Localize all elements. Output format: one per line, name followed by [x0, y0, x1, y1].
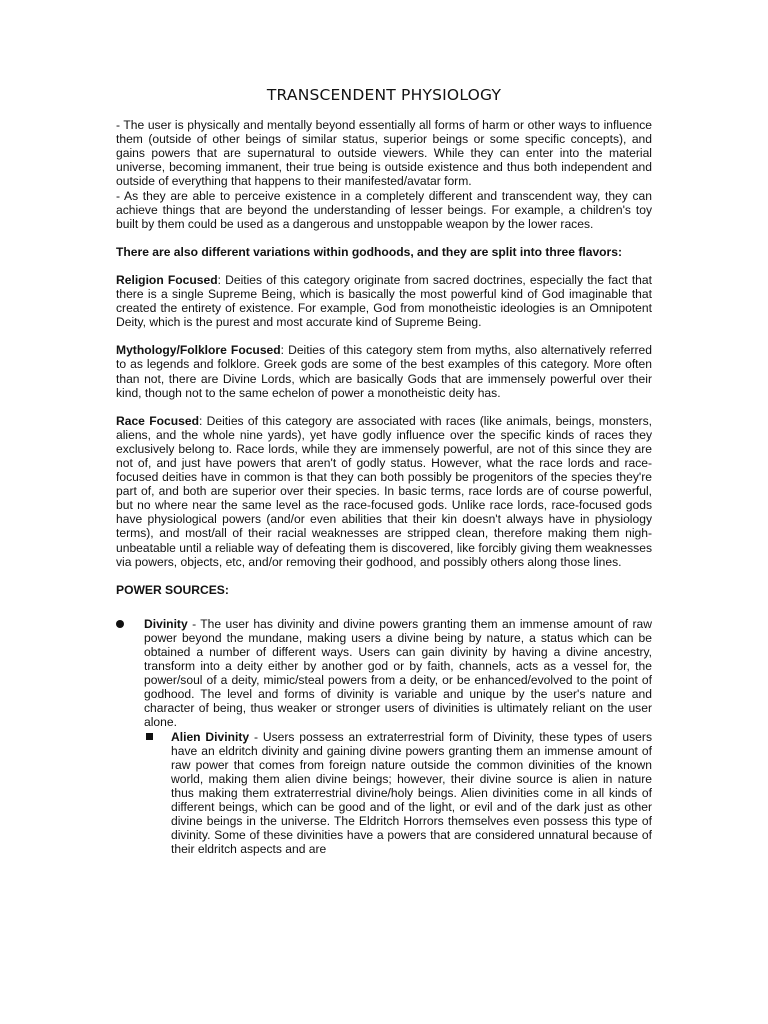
flavor-name: Mythology/Folklore Focused — [116, 343, 281, 358]
flavor-religion — [116, 273, 652, 329]
power-sources-heading: POWER SOURCES: — [116, 582, 229, 597]
square-bullet-icon — [146, 733, 153, 740]
sub-power-name: Alien Divinity — [171, 729, 250, 744]
variations-heading: There are also different variations within godhoods, and they are split into three flavors: — [116, 244, 623, 259]
flavor-race — [116, 414, 652, 569]
intro-paragraph-2: - As they are able to perceive existence in a completely different and transcendent way, they can achieve things that are beyond the understanding of lesser beings. For example, a children's toy built by them could be used as a dangerous and unstoppable weapon by the lower races. — [116, 188, 652, 231]
sub-list-item-alien-divinity — [144, 730, 652, 857]
flavor-name: Religion Focused — [116, 272, 218, 287]
flavor-name: Race Focused — [116, 413, 199, 428]
bullet-icon — [116, 620, 124, 628]
power-text: - The user has divinity and divine powers granting them an immense amount of raw power beyond the mundane, making users a divine being by nature, a status which can be obtained a number of different ways. Users can gain divinity by having a divine ancestry, transform into a deity either by another god or by faith, channels, acts as a vessel for, the power/soul of a deity, mimic/steal powers from a deity, or be enhanced/evolved to the point of godhood. The level and forms of divinity is variable and unique by the user's nature and character of being, thus weaker or stronger users of divinities is ultimately reliant on the user alone. — [144, 616, 652, 730]
sub-power-text: - Users possess an extraterrestrial form of Divinity, these types of users have an eldritch divinity and gaining divine powers granting them an immense amount of raw power that comes from foreign nature outside the common divinities of the known world, making them alien divine beings; however, their divine source is alien in nature thus making them extraterrestrial divine/holy beings. Alien divinities come in all kinds of different beings, which can be good and of the light, or evil and of the dark just as other divine beings in the universe. The Eldritch Horrors themselves even possess this type of divinity. Some of these divinities have a powers that are considered unnatural because of their eldritch aspects and are — [171, 729, 652, 857]
flavor-text: : Deities of this category are associated with races (like animals, beings, monsters, aliens, and the whole nine yards), yet have godly influence over the specific kinds of races they exclusively belong to. Race lords, while they are immensely powerful, are not of this since they are not of, and just have powers that aren't of godly status. However, what the race lords and race-focused deities have in common is that they can both possibly be progenitors of the species they're part of, and both are superior over their species. In basic terms, race lords are of course powerful, but no where near the same level as the race-focused gods. Unlike race lords, race-focused gods have physiological powers (and/or even abilities that their kin doesn't always have in physiology terms), and most/all of their racial weaknesses are stripped clean, therefore making them nigh-unbeatable until a reliable way of defeating them is discovered, like forcibly giving them weaknesses via powers, objects, etc, and/or removing their godhood, and possibly others along those lines. — [116, 413, 652, 569]
flavor-text: : Deities of this category originate from sacred doctrines, especially the fact that there is a single Supreme Being, which is basically the most powerful kind of God imaginable that created the entirety of existence. For example, God from monotheistic ideologies is an Omnipotent Deity, which is the purest and most accurate kind of Supreme Being. — [116, 272, 652, 330]
power-name: Divinity — [144, 616, 188, 631]
list-item-divinity — [116, 617, 652, 857]
page-title: TRANSCENDENT PHYSIOLOGY — [266, 86, 502, 104]
document-page — [116, 88, 652, 856]
power-sources-list — [116, 617, 652, 857]
flavor-text: : Deities of this category stem from myths, also alternatively referred to as legends and folklore. Greek gods are some of the best examples of this category. More often than not, there are Divine Lords, which are basically Gods that are immensely powerful over their kind, though not to the same echelon of power a monotheistic deity has. — [116, 343, 652, 400]
intro-paragraph-1: - The user is physically and mentally beyond essentially all forms of harm or other ways to influence them (outside of other beings of similar status, superior beings or some specific concepts), and gains powers that are supernatural to outside viewers. While they can enter into the material universe, becoming immanent, their true being is outside existence and thus both independent and outside of everything that happens to their manifested/avatar form. — [116, 118, 652, 189]
flavor-mythology — [116, 343, 652, 399]
